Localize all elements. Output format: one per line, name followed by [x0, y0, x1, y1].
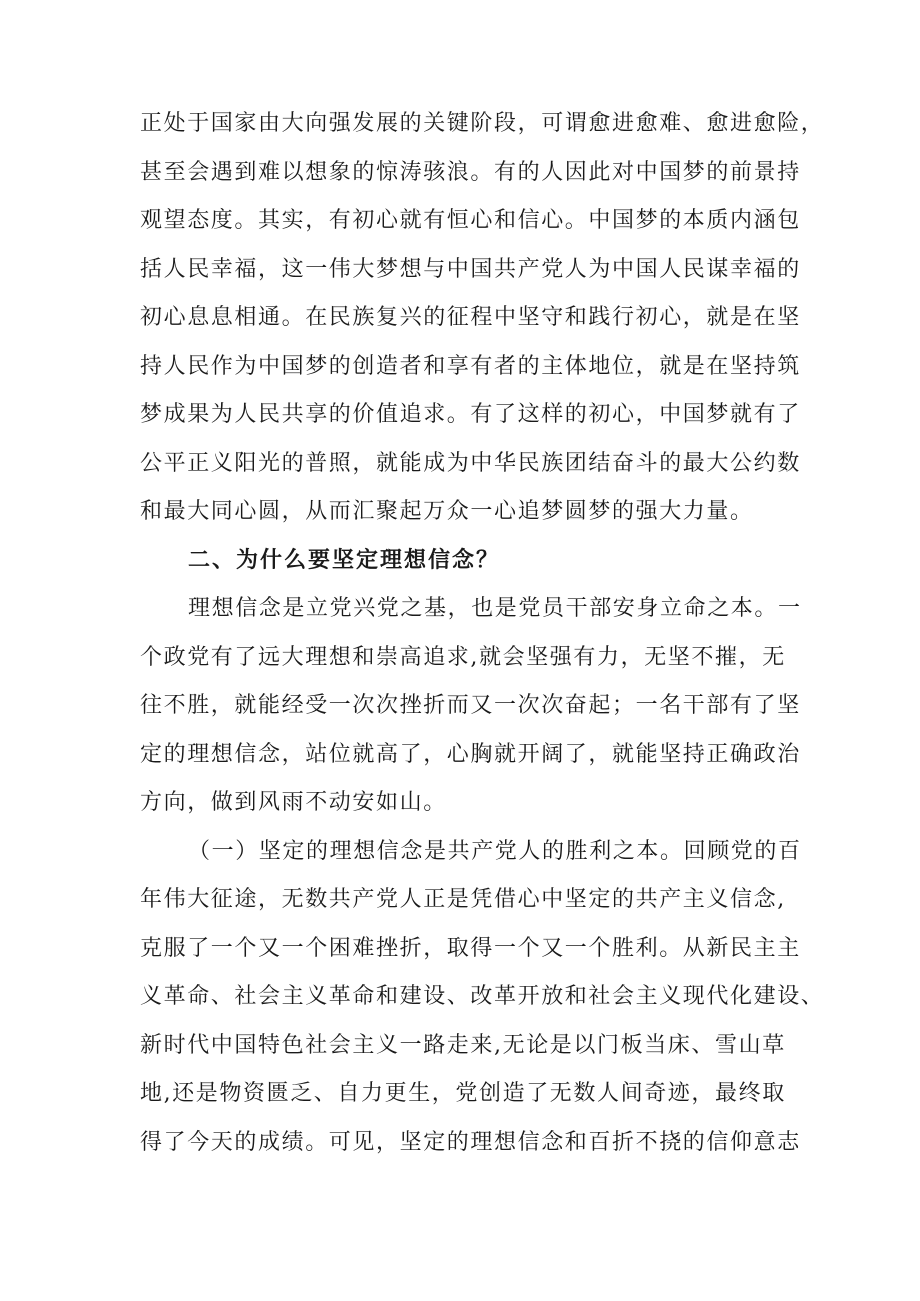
paragraph-1	[140, 100, 825, 537]
paragraph-line: 括人民幸福，这一伟大梦想与中国共产党人为中国人民谋幸福的	[140, 256, 801, 282]
paragraph-line: 甚至会遇到难以想象的惊涛骇浪。有的人因此对中国梦的前景持	[140, 159, 801, 185]
paragraph-2	[140, 585, 802, 828]
paragraph-line: 初心息息相通。在民族复兴的征程中坚守和践行初心，就是在坚	[140, 305, 801, 330]
paragraph-line: 地,还是物资匮乏、自力更生，党创造了无数人间奇迹，最终取	[140, 1081, 786, 1106]
paragraph-line: 得了今天的成绩。可见，坚定的理想信念和百折不挠的信仰意志	[140, 1129, 801, 1155]
paragraph-line: 年伟大征途，无数共产党人正是凭借心中坚定的共产主义信念,	[140, 887, 786, 912]
paragraph-line: 持人民作为中国梦的创造者和享有者的主体地位，就是在坚持筑	[140, 353, 801, 379]
paragraph-line: 义革命、社会主义革命和建设、改革开放和社会主义现代化建设、	[140, 984, 825, 1009]
document-body	[140, 100, 825, 1167]
paragraph-line: 观望态度。其实，有初心就有恒心和信心。中国梦的本质内涵包	[140, 208, 801, 233]
paragraph-line: 定的理想信念，站位就高了，心胸就开阔了，就能坚持正确政治	[140, 741, 801, 767]
paragraph-line: 公平正义阳光的普照，就能成为中华民族团结奋斗的最大公约数	[140, 450, 801, 476]
paragraph-line: 个政党有了远大理想和崇高追求,就会坚强有力，无坚不摧，无	[140, 644, 786, 670]
section-heading: 二、为什么要坚定理想信念？	[188, 547, 501, 573]
paragraph-line: （一）坚定的理想信念是共产党人的胜利之本。回顾党的百	[188, 838, 802, 864]
paragraph-line: 理想信念是立党兴党之基，也是党员干部安身立命之本。一	[188, 596, 802, 621]
paragraph-line: 往不胜，就能经受一次次挫折而又一次次奋起；一名干部有了坚	[140, 693, 801, 718]
paragraph-line: 梦成果为人民共享的价值追求。有了这样的初心，中国梦就有了	[140, 402, 801, 427]
paragraph-line: 方向，做到风雨不动安如山。	[140, 790, 447, 815]
paragraph-line: 克服了一个又一个困难挫折，取得一个又一个胜利。从新民主主	[140, 935, 801, 961]
paragraph-3	[140, 828, 825, 1168]
paragraph-line: 新时代中国特色社会主义一路走来,无论是以门板当床、雪山草	[140, 1032, 786, 1058]
paragraph-line: 正处于国家由大向强发展的关键阶段，可谓愈进愈难、愈进愈险，	[140, 111, 825, 136]
paragraph-line: 和最大同心圆，从而汇聚起万众一心追梦圆梦的强大力量。	[140, 499, 754, 524]
